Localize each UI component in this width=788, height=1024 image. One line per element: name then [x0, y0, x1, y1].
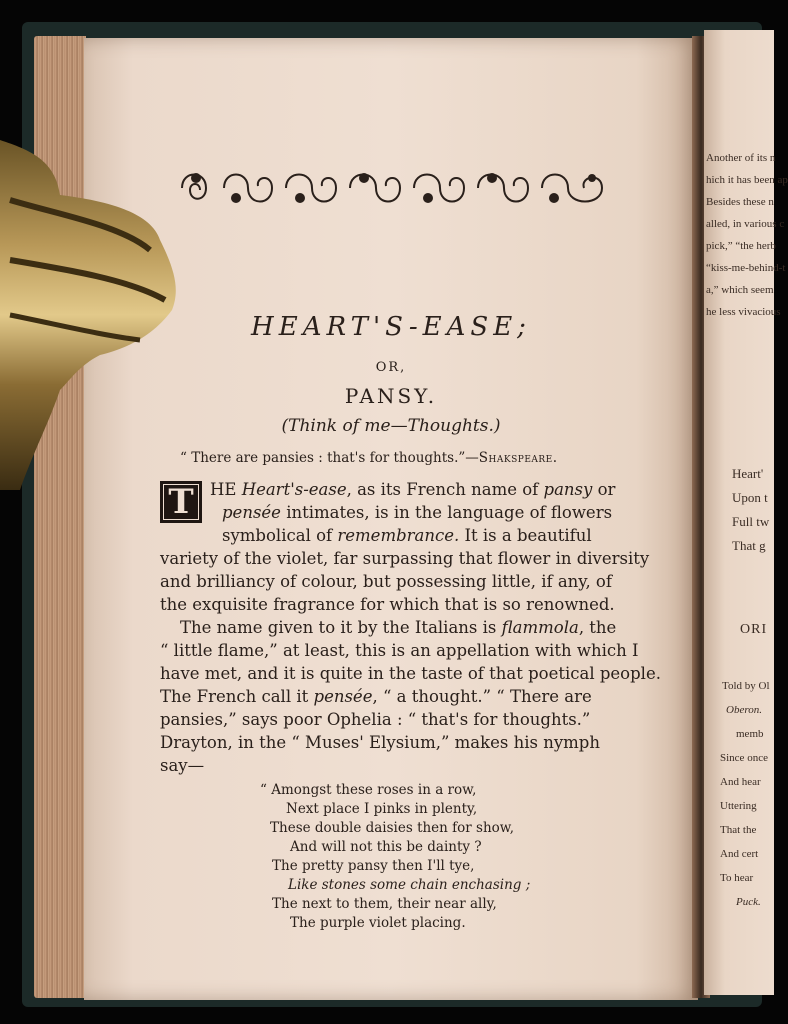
- right-page-line: Upon t: [732, 490, 768, 505]
- poem-line: Next place I pinks in plenty,: [286, 801, 478, 817]
- right-page-line: And hear: [720, 776, 761, 788]
- right-page-line: Heart': [732, 466, 764, 481]
- drop-cap: T: [160, 481, 202, 523]
- right-page-line: Told by Ol: [722, 680, 770, 692]
- text-line: say—: [160, 756, 205, 775]
- poem-line: The purple violet placing.: [290, 915, 466, 931]
- right-page-line: memb: [736, 728, 764, 740]
- epigraph: “ There are pansies : that's for thoughts.”—Shakspeare.: [180, 450, 558, 466]
- poem-line: Like stones some chain enchasing ;: [288, 877, 531, 893]
- chapter-subtitle: PANSY.: [344, 384, 438, 408]
- text-line: symbolical of remembrance. It is a beautiful: [222, 526, 592, 545]
- right-page-line: And cert: [720, 848, 759, 860]
- title-conjunction: OR,: [375, 360, 407, 375]
- right-page-line: he less vivacious: [706, 306, 781, 318]
- text-line: pansies,” says poor Ophelia : “ that's for thoughts.”: [160, 710, 591, 729]
- poem-line: The pretty pansy then I'll tye,: [272, 858, 475, 874]
- right-page-line: That the: [720, 824, 757, 836]
- text-line: “ little flame,” at least, this is an appellation with which I: [160, 641, 639, 660]
- right-page-heading: ORI: [740, 622, 768, 637]
- poem-line: And will not this be dainty ?: [290, 839, 482, 855]
- right-page-line: Uttering: [720, 800, 757, 812]
- right-page-line: Since once: [720, 752, 768, 764]
- text-line: variety of the violet, far surpassing that flower in diversity: [160, 549, 650, 568]
- right-page-line: hich it has been ap: [706, 174, 788, 186]
- right-page-line: “kiss-me-behind-t: [706, 262, 786, 274]
- right-page-line: Puck.: [736, 896, 761, 908]
- right-page-line: To hear: [720, 872, 754, 884]
- text-line: The name given to it by the Italians is flammola, the: [180, 618, 617, 637]
- right-page-line: Besides these n: [706, 196, 774, 208]
- right-page-line: Another of its n: [706, 152, 776, 164]
- text-line: pensée intimates, is in the language of flowers: [222, 503, 613, 522]
- text-line: and brilliancy of colour, but possessing little, if any, of: [160, 572, 612, 591]
- text-line: have met, and it is quite in the taste of that poetical people.: [160, 664, 661, 683]
- right-page-line: That g: [732, 538, 766, 553]
- poem-line: “ Amongst these roses in a row,: [260, 782, 477, 798]
- right-page-line: pick,” “the herb: [706, 240, 776, 252]
- poem-line: These double daisies then for show,: [270, 820, 515, 836]
- chapter-title: HEART'S-EASE;: [251, 312, 531, 342]
- text-line: Drayton, in the “ Muses' Elysium,” makes his nymph: [160, 733, 600, 752]
- right-page-line: alled, in various c: [706, 218, 785, 230]
- text-line: HE Heart's-ease, as its French name of pansy or: [210, 480, 616, 499]
- right-page-line: Full tw: [732, 514, 770, 529]
- text-line: The French call it pensée, “ a thought.” “ There are: [160, 687, 592, 706]
- right-page-line: Oberon.: [726, 704, 762, 716]
- flower-meaning: (Think of me—Thoughts.): [281, 416, 501, 436]
- right-page-line: a,” which seem: [706, 284, 774, 296]
- poem-line: The next to them, their near ally,: [272, 896, 497, 912]
- text-line: the exquisite fragrance for which that is so renowned.: [160, 595, 615, 614]
- scroll-ornament-icon: [176, 162, 608, 214]
